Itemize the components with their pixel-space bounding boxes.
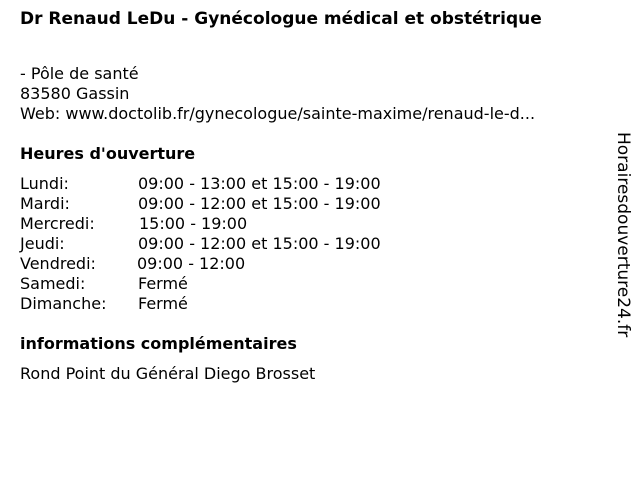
day-label: Jeudi:	[20, 234, 65, 253]
hours-value: 09:00 - 12:00 et 15:00 - 19:00	[138, 234, 381, 253]
day-label: Dimanche:	[20, 294, 107, 313]
additional-info-text: Rond Point du Général Diego Brosset	[20, 364, 316, 383]
hours-value: 09:00 - 12:00 et 15:00 - 19:00	[138, 194, 381, 213]
website-line[interactable]: Web: www.doctolib.fr/gynecologue/sainte-maxime/renaud-le-d...	[20, 104, 536, 123]
hours-value: 09:00 - 12:00	[137, 254, 246, 273]
hours-value: 09:00 - 13:00 et 15:00 - 19:00	[138, 174, 381, 193]
page-title: Dr Renaud LeDu - Gynécologue médical et obstétrique	[20, 9, 542, 29]
address-line-2: 83580 Gassin	[20, 84, 130, 103]
site-watermark	[612, 132, 634, 372]
day-label: Vendredi:	[20, 254, 96, 273]
day-label: Mercredi:	[20, 214, 95, 233]
additional-info-heading: informations complémentaires	[20, 334, 297, 353]
hours-value: 15:00 - 19:00	[139, 214, 248, 233]
address-block	[20, 64, 600, 124]
day-label: Mardi:	[20, 194, 70, 213]
opening-hours-heading: Heures d'ouverture	[20, 144, 196, 163]
day-label: Lundi:	[20, 174, 69, 193]
hours-value: Fermé	[138, 274, 188, 293]
day-label: Samedi:	[20, 274, 86, 293]
watermark-text: Horairesdouverture24.fr	[613, 132, 633, 338]
hours-value: Fermé	[138, 294, 188, 313]
address-line-1: - Pôle de santé	[20, 64, 139, 83]
